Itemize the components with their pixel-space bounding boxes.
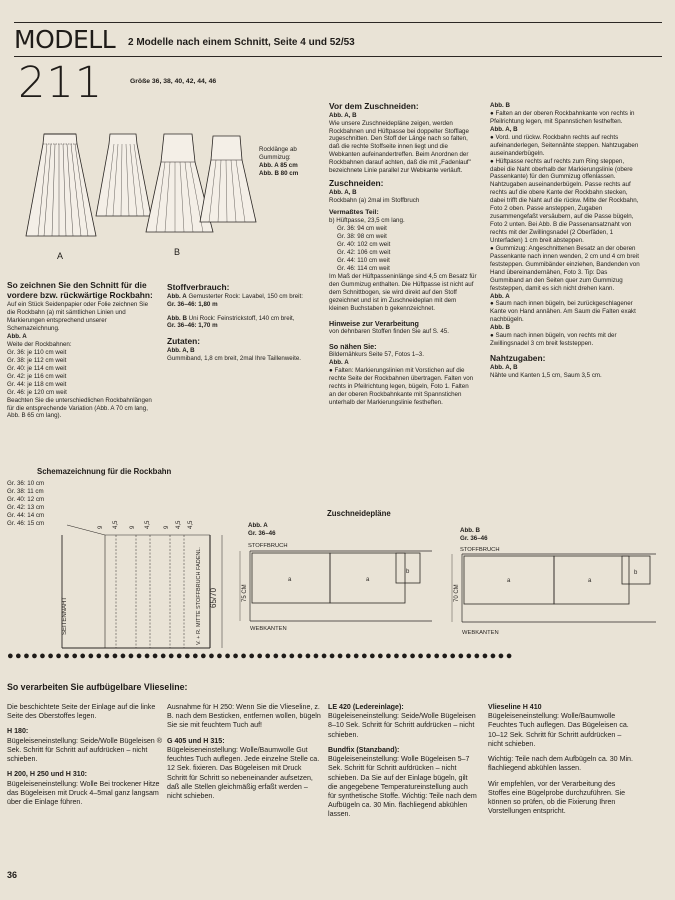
- hinweise-heading: Hinweise zur Verarbeitung: [329, 318, 419, 328]
- width-5: Gr. 46: je 120 cm weit: [7, 388, 67, 396]
- vermasstes-intro: b) Hüftpasse, 23,5 cm lang.: [329, 217, 405, 225]
- hip-size-1: Gr. 38: 98 cm weit: [337, 233, 387, 241]
- hip-size-2: Gr. 40: 102 cm weit: [337, 241, 391, 249]
- sketch-a-label: A: [57, 251, 64, 261]
- size-range: Größe 36, 38, 40, 42, 44, 46: [130, 78, 217, 85]
- s4-vord: ● Vord. und rückw. Rockbahn rechts auf rechts aufeinanderlegen, Seitennähte steppen. Nahtzugaben auseinanderbügeln.: [490, 133, 639, 157]
- schema-measure-2: 9: [130, 525, 136, 529]
- plan-a-fold: STOFFBRUCH: [248, 543, 288, 549]
- modell-label: MODELL: [14, 25, 116, 54]
- hip-size-4: Gr. 44: 110 cm weit: [337, 257, 390, 265]
- plan-a-title: [248, 522, 276, 538]
- hinweise-text: von dehnbaren Stoffen finden Sie auf S. 45.: [329, 327, 449, 335]
- vlies-le420-title: LE 420 (Ledereinlage):: [328, 703, 404, 711]
- plan-b-diagram: [444, 550, 659, 640]
- zutaten-abb: Abb. A, B: [167, 347, 195, 355]
- zuschneiden-abb: Abb. A, B: [329, 188, 357, 196]
- stoff-a-label: Abb. A: [167, 292, 187, 300]
- plan-a-sizes: Gr. 36–46: [248, 529, 276, 537]
- page-title: 2 Modelle nach einem Schnitt, Seite 4 und 52/53: [128, 37, 355, 48]
- vlies-c1: Die beschichtete Seite der Einlage auf die linke Seite des Oberstoffes legen.: [7, 703, 156, 721]
- s4-abb-ab: Abb. A, B: [490, 125, 518, 133]
- vlies-h200-text: Bügeleiseneinstellung: Wolle Bei trockener Hitze das Bügeleisen mit Druck 4–5mal ganz langsam über die Einlage führen.: [7, 779, 160, 806]
- schema-size-4: Gr. 44: 14 cm: [7, 511, 45, 519]
- plan-b-piece-b: b: [634, 570, 638, 576]
- schema-size-5: Gr. 46: 15 cm: [7, 519, 45, 527]
- schema-measure-1: 4,5: [113, 520, 119, 529]
- section-schnitt: [7, 281, 157, 420]
- schema-heading: Schemazeichnung für die Rockbahn: [37, 467, 172, 476]
- page-number: 36: [7, 870, 18, 880]
- plan-a-abb: Abb. A: [248, 522, 268, 529]
- plan-b-title: [460, 527, 488, 543]
- hip-size-3: Gr. 42: 106 cm weit: [337, 249, 391, 257]
- width-2: Gr. 40: je 114 cm weit: [7, 364, 67, 372]
- vlies-g405-title: G 405 und H 315:: [167, 736, 225, 745]
- zuschneiden-text: Rockbahn (a) 2mal im Stoffbruch: [329, 196, 420, 204]
- schema-measure-0: 9: [98, 525, 104, 529]
- length-note: [259, 146, 321, 178]
- modell-label-box: [14, 25, 116, 56]
- vlies-empfehlen: Wir empfehlen, vor der Verarbeitung des Stoffes eine Bügelprobe durchzuführen. Sie können so prüfen, ob die Fixierung Ihren Vorstellungen entspricht.: [488, 779, 626, 816]
- vlies-h200-title: H 200, H 250 und H 310:: [7, 770, 88, 779]
- s4-falten: ● Falten an der oberen Rockbahnkante von rechts in Pfeilrichtung legen, mit Spannstichen festheften.: [490, 109, 635, 125]
- plan-b-abb: Abb. B: [460, 527, 480, 534]
- sketch-b-label: B: [174, 247, 181, 257]
- length-b: Abb. B 80 cm: [259, 169, 299, 177]
- vlies-wichtig: Wichtig: Teile nach dem Aufbügeln ca. 30 Min. flachliegend abkühlen lassen.: [488, 755, 633, 773]
- width-0: Gr. 36: je 110 cm weit: [7, 348, 67, 356]
- nahtzugaben-abb: Abb. A, B: [490, 363, 518, 371]
- stoff-a-size: Gr. 36–46: 1,80 m: [167, 300, 218, 308]
- zuschneiden-heading: Zuschneiden:: [329, 178, 384, 189]
- vlies-h410-text: Bügeleiseneinstellung: Wolle/Baumwolle Feuchtes Tuch auflegen. Das Bügeleisen ca. 10–12 Sek. Schritt für Schritt aufdrücken – nicht schieben.: [488, 712, 629, 748]
- dotted-separator: ●●●●●●●●●●●●●●●●●●●●●●●●●●●●●●●●●●●●●●●●●●●●●●●●●●●●●●●●●●●●●●●: [7, 650, 514, 662]
- width-1: Gr. 38: je 112 cm weit: [7, 356, 67, 364]
- s4-abb-b: Abb. B: [490, 102, 510, 109]
- schema-size-2: Gr. 40: 12 cm: [7, 495, 45, 503]
- schema-measure-4: 9: [164, 525, 170, 529]
- vlies-le420-text: Bügeleiseneinstellung: Seide/Wolle Bügeleisen 8–10 Sek. Schritt für Schritt aufdrücken – nicht schieben.: [328, 712, 476, 739]
- vermasstes-heading: Vermaßtes Teil:: [329, 208, 379, 216]
- schema-mitte: V. + R. MITTE STOFFBRUCH FADENL.: [196, 547, 202, 645]
- vlies-heading: So verarbeiten Sie aufbügelbare Vlieseline:: [7, 682, 188, 692]
- width-label: Weite der Rockbahnen:: [7, 341, 72, 348]
- model-number: 211: [18, 58, 104, 108]
- schema-length: 65/70: [209, 587, 218, 608]
- vlies-bundfix-title: Bundfix (Stanzband):: [328, 745, 400, 754]
- schema-size-0: Gr. 36: 10 cm: [7, 480, 45, 487]
- section-zuschneiden: [329, 102, 477, 407]
- hip-size-5: Gr. 46: 114 cm weit: [337, 265, 390, 272]
- vlies-bundfix-text: Bügeleiseneinstellung: Wolle Bügeleisen 5–7 Sek. Schritt für Schritt aufdrücken – nicht schieben. Da Sie auf der Einlage bügeln, gilt die angegebene Temperatureinstellung auch für synthetische Stoffe. Wichtig: Teile nach dem Aufbügeln ca. 30 Min. flachliegend abkühlen lassen.: [328, 755, 477, 819]
- plan-b-piece-1: a: [507, 578, 511, 584]
- nahtzugaben-heading: Nahtzugaben:: [490, 353, 546, 364]
- header-rule: [14, 56, 662, 57]
- schema-measure-5: 4,5: [176, 520, 182, 529]
- schema-measure-3: 4,5: [145, 520, 151, 529]
- s4-abb-a2: Abb. A: [490, 292, 510, 300]
- stoff-b-size: Gr. 36–46: 1,70 m: [167, 322, 218, 330]
- plan-a-piece-b: b: [406, 569, 410, 575]
- zutaten-heading: Zutaten:: [167, 336, 201, 347]
- s4-abb-b2: Abb. B: [490, 324, 510, 332]
- vlies-col-2: [167, 703, 322, 801]
- length-note-label: Rocklänge ab Gummizug:: [259, 146, 297, 161]
- section-naehen-continued: [490, 102, 640, 380]
- width-3: Gr. 42: je 116 cm weit: [7, 372, 67, 380]
- plan-b-height: 70 CM: [454, 584, 460, 602]
- stoff-b-text: Uni Rock: Feinstrickstoff, 140 cm breit,: [188, 314, 295, 322]
- naehen-text: Bildernähkurs Seite 57, Fotos 1–3.: [329, 351, 424, 358]
- s4-gummi: ● Gummizug: Angeschnittenen Besatz an der oberen Passenkante nach innen wenden, 2 cm und 4 cm breit feststeppen. Gummibänder einziehen, Bandenden von Hand übereinandernähen, Foto 3. Tip: Das Gummiband an den Seiten quer zum Gummizug feststeppen, damit es sich nicht drehen kann.: [490, 244, 640, 292]
- plan-b-piece-2: a: [588, 578, 592, 584]
- schema-sizes: [7, 480, 44, 528]
- plan-a-piece-2: a: [366, 577, 370, 583]
- plan-a-edge: WEBKANTEN: [250, 626, 287, 632]
- vor-dem-zuschneiden-heading: Vor dem Zuschneiden:: [329, 101, 419, 111]
- plan-a-diagram: [232, 545, 432, 635]
- section-schnitt-note: Beachten Sie die unterschiedlichen Rockbahnlängen für die entsprechende Variation (Abb. A 70 cm lang, Abb. B 65 cm lang).: [7, 396, 152, 420]
- schema-size-3: Gr. 42: 13 cm: [7, 503, 45, 511]
- section-schnitt-abb: Abb. A: [7, 333, 27, 341]
- naehen-falten: ● Falten: Markierungslinien mit Vorstichen auf die rechte Seite der Rockbahnen übertragen. Falten von rechts in Pfeilrichtung legen, bügeln, Foto 1. Falten an der oberen Rockbahnkante mit Spannstichen unterhalb der Markierungslinie festheften.: [329, 366, 474, 406]
- plan-b-sizes: Gr. 36–46: [460, 534, 488, 542]
- s4-hueft: ● Hüftpasse rechts auf rechts zum Ring steppen, dabei die Naht oberhalb der Markierungslinie (obere Passenkante) für den Gummizug offenlassen. Nahtzugaben auseinanderbügeln. Passe rechts auf rechts auf die obere Kante der Rockbahn stecken, dabei trifft die Naht auf die rückw. Mitte der Rockbahn, Foto 2 oben. Passe ansteppen, Zugaben zusammengefaßt versäubern, auf die Passe bügeln, Foto 2 unten. Bei Abb. B die Passenansatznaht von rechts mit der Zwillingsnadel (2 Oberfäden, 1 Unterfaden) 1 cm breit absteppen.: [490, 157, 639, 244]
- section-stoff: [167, 283, 317, 363]
- schema-seitennaht: SEITENNAHT: [62, 596, 68, 635]
- vlies-c2a: Ausnahme für H 250: Wenn Sie die Vlieseline, z. B. nach dem Besticken, entfernen wollen, bügeln Sie sie mit feuchtem Tuch auf!: [167, 703, 321, 730]
- vor-text: Wie unsere Zuschneidepläne zeigen, werden Rockbahnen und Hüftpasse bei doppelter Stofflage zugeschnitten. Den Stoff der Länge nach so falten, daß die rechte Stoffseite innen liegt und die Webkanten aufeinandertreffen. Beim Anordnen der Rockbahnen darauf achten, daß die mit „Fadenlauf" bezeichnete Linie parallel zur Webkante verläuft.: [329, 119, 471, 175]
- vlies-g405-text: Bügeleiseneinstellung: Wolle/Baumwolle Gut feuchtes Tuch auflegen. Jede einzelne Stelle ca. 12 Sek. fixieren. Das Bügeleisen mit Druck Schritt für Schritt so nebeneinander aufsetzen, daß alle Stellen gleichmäßig erfaßt werden – nicht schieben.: [167, 745, 320, 800]
- plan-a-height: 75 CM: [242, 584, 248, 602]
- vor-abb: Abb. A, B: [329, 111, 357, 119]
- width-4: Gr. 44: je 118 cm weit: [7, 380, 67, 388]
- stoff-heading: Stoffverbrauch:: [167, 282, 230, 292]
- section-schnitt-heading: So zeichnen Sie den Schnitt für die vordere bzw. rückwärtige Rockbahn:: [7, 280, 153, 300]
- schema-size-1: Gr. 38: 11 cm: [7, 487, 44, 495]
- zuschneideplaene-heading: Zuschneidepläne: [327, 509, 391, 518]
- vlies-col-4: [488, 703, 638, 816]
- vlies-col-3: [328, 703, 478, 820]
- length-a: Abb. A 85 cm: [259, 161, 298, 169]
- s4-saum-b: ● Saum nach innen bügeln, von rechts mit der Zwillingsnadel 3 cm breit feststeppen.: [490, 332, 617, 348]
- header-rule-top: [14, 22, 662, 23]
- plan-b-edge: WEBKANTEN: [462, 630, 499, 636]
- hip-note: Im Maß der Hüftpasseninlänge sind 4,5 cm Besatz für den Gummizug enthalten. Die Hüftpasse ist nicht auf dem Schnittbogen, sie wird direkt auf den Stoff gezeichnet und ist im Zuschneideplan mit dem kleinen Buchstaben b gekennzeichnet.: [329, 272, 477, 312]
- vlies-col-1: [7, 703, 162, 807]
- section-schnitt-intro: Auf ein Stück Seidenpapier oder Folie zeichnen Sie die Rockbahn (a) mit sämtlichen Linien und Markierungen entsprechend unserer Schemazeichnung.: [7, 301, 149, 333]
- hip-size-0: Gr. 36: 94 cm weit: [337, 225, 387, 233]
- s4-saum-a: ● Saum nach innen bügeln, bei zurückgeschlagener Kante von Hand annähen. Am Saum die Falten exakt nachbügeln.: [490, 300, 636, 324]
- schema-measure-6: 4,5: [188, 520, 194, 529]
- naehen-abb: Abb. A: [329, 358, 349, 366]
- naehen-heading: So nähen Sie:: [329, 341, 377, 351]
- plan-a-piece-1: a: [288, 577, 292, 583]
- schema-diagram: [50, 500, 250, 660]
- vlies-h180-title: H 180:: [7, 727, 29, 736]
- zutaten-text: Gummiband, 1,8 cm breit, 2mal Ihre Taillenweite.: [167, 355, 302, 362]
- vlies-h410-title: Vlieseline H 410: [488, 703, 542, 711]
- vlies-h180-text: Bügeleiseneinstellung: Seide/Wolle Bügeleisen ® Sek. Schritt für Schritt auf aufdrücken – nicht schieben.: [7, 736, 162, 764]
- stoff-b-label: Abb. B: [167, 314, 187, 322]
- stoff-a-text: Gemusterter Rock: Lavabel, 150 cm breit:: [188, 292, 303, 300]
- nahtzugaben-text: Nähte und Kanten 1,5 cm, Saum 3,5 cm.: [490, 371, 602, 379]
- plan-b-fold: STOFFBRUCH: [460, 547, 500, 553]
